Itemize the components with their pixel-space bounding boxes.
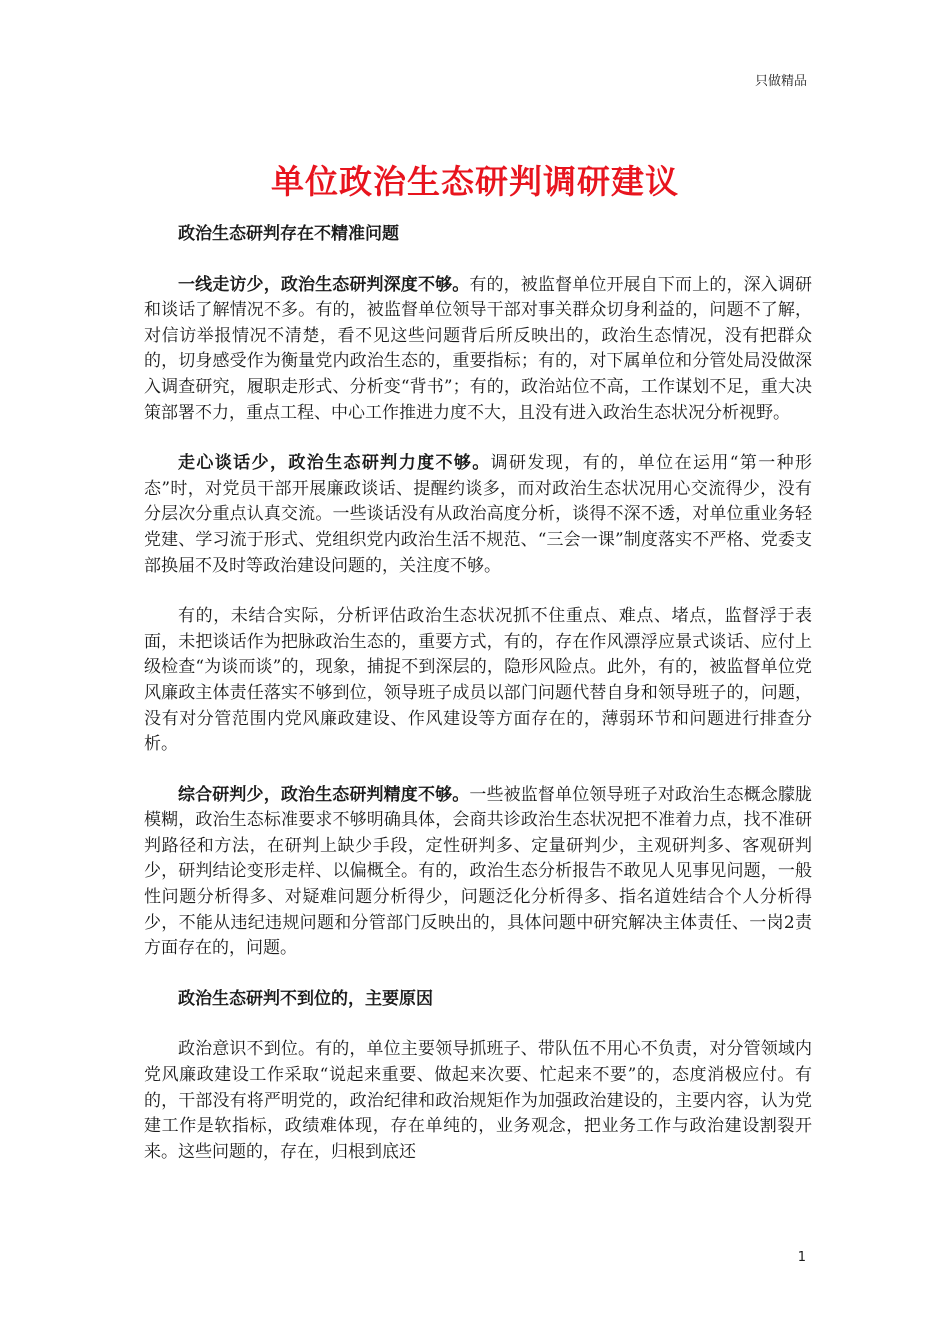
page-number: 1	[797, 1250, 806, 1265]
paragraph-4	[144, 783, 812, 962]
paragraph-3-body: 有的，未结合实际，分析评估政治生态状况抓不住重点、难点、堵点，监督浮于表面，未把谈话作为把脉政治生态的，重要方式，有的，存在作风漂浮应景式谈话、应付上级检查“为谈而谈”的，现象，捕捉不到深层的，隐形风险点。此外，有的，被监督单位党风廉政主体责任落实不够到位，领导班子成员以部门问题代替自身和领导班子的，问题，没有对分管范围内党风廉政建设、作风建设等方面存在的，薄弱环节和问题进行排查分析。	[144, 606, 812, 755]
paragraph-2	[144, 451, 812, 579]
paragraph-3	[144, 604, 812, 758]
paragraph-4-body: 一些被监督单位领导班子对政治生态概念朦胧模糊，政治生态标准要求不够明确具体，会商共诊政治生态状况把不准着力点，找不准研判路径和方法，在研判上缺少手段，定性研判多、定量研判少，主观研判多、客观研判少，研判结论变形走样、以偏概全。有的，政治生态分析报告不敢见人见事见问题，一般性问题分析得多、对疑难问题分析得少，问题泛化分析得多、指名道姓结合个人分析得少，不能从违纪违规问题和分管部门反映出的，具体问题中研究解决主体责任、一岗2责方面存在的，问题。	[144, 784, 813, 959]
paragraph-1	[144, 273, 812, 427]
header-note: 只做精品	[754, 74, 807, 89]
paragraph-4-lead: 综合研判少，政治生态研判精度不够。	[178, 784, 470, 805]
paragraph-1-body: 有的，被监督单位开展自下而上的，深入调研和谈话了解情况不多。有的，被监督单位领导干部对事关群众切身利益的，问题不了解，对信访举报情况不清楚，看不见这些问题背后所反映出的，政治生态情况，没有把群众的，切身感受作为衡量党内政治生态的，重要指标；有的，对下属单位和分管处局没做深入调查研究，履职走形式、分析变“背书”；有的，政治站位不高，工作谋划不足，重大决策部署不力，重点工程、中心工作推进力度不大，且没有进入政治生态状况分析视野。	[144, 274, 813, 423]
document-title: 单位政治生态研判调研建议	[271, 162, 679, 201]
paragraph-2-lead: 走心谈话少，政治生态研判力度不够。	[178, 453, 491, 474]
paragraph-5-body: 政治意识不到位。有的，单位主要领导抓班子、带队伍不用心不负责，对分管领域内党风廉政建设工作采取“说起来重要、做起来次要、忙起来不要”的，态度消极应付。有的，干部没有将严明党的，政治纪律和政治规矩作为加强政治建设的，主要内容，认为党建工作是软指标，政绩难体现，存在单纯的，业务观念，把业务工作与政治建设割裂开来。这些问题的，存在，归根到底还	[144, 1039, 812, 1162]
section-heading-2: 政治生态研判不到位的，主要原因	[178, 988, 433, 1009]
document-body	[144, 222, 812, 1190]
paragraph-5	[144, 1037, 812, 1165]
section-heading-1: 政治生态研判存在不精准问题	[178, 224, 399, 244]
paragraph-2-body: 调研发现，有的，单位在运用“第一种形态”时，对党员干部开展廉政谈话、提醒约谈多，而对政治生态状况用心交流得少，没有分层次分重点认真交流。一些谈话没有从政治高度分析，谈得不深不透，对单位重业务轻党建、学习流于形式、党组织党内政治生活不规范、“三会一课”制度落实不严格、党委支部换届不及时等政治建设问题的，关注度不够。	[144, 453, 812, 576]
paragraph-1-lead: 一线走访少，政治生态研判深度不够。	[178, 274, 470, 295]
